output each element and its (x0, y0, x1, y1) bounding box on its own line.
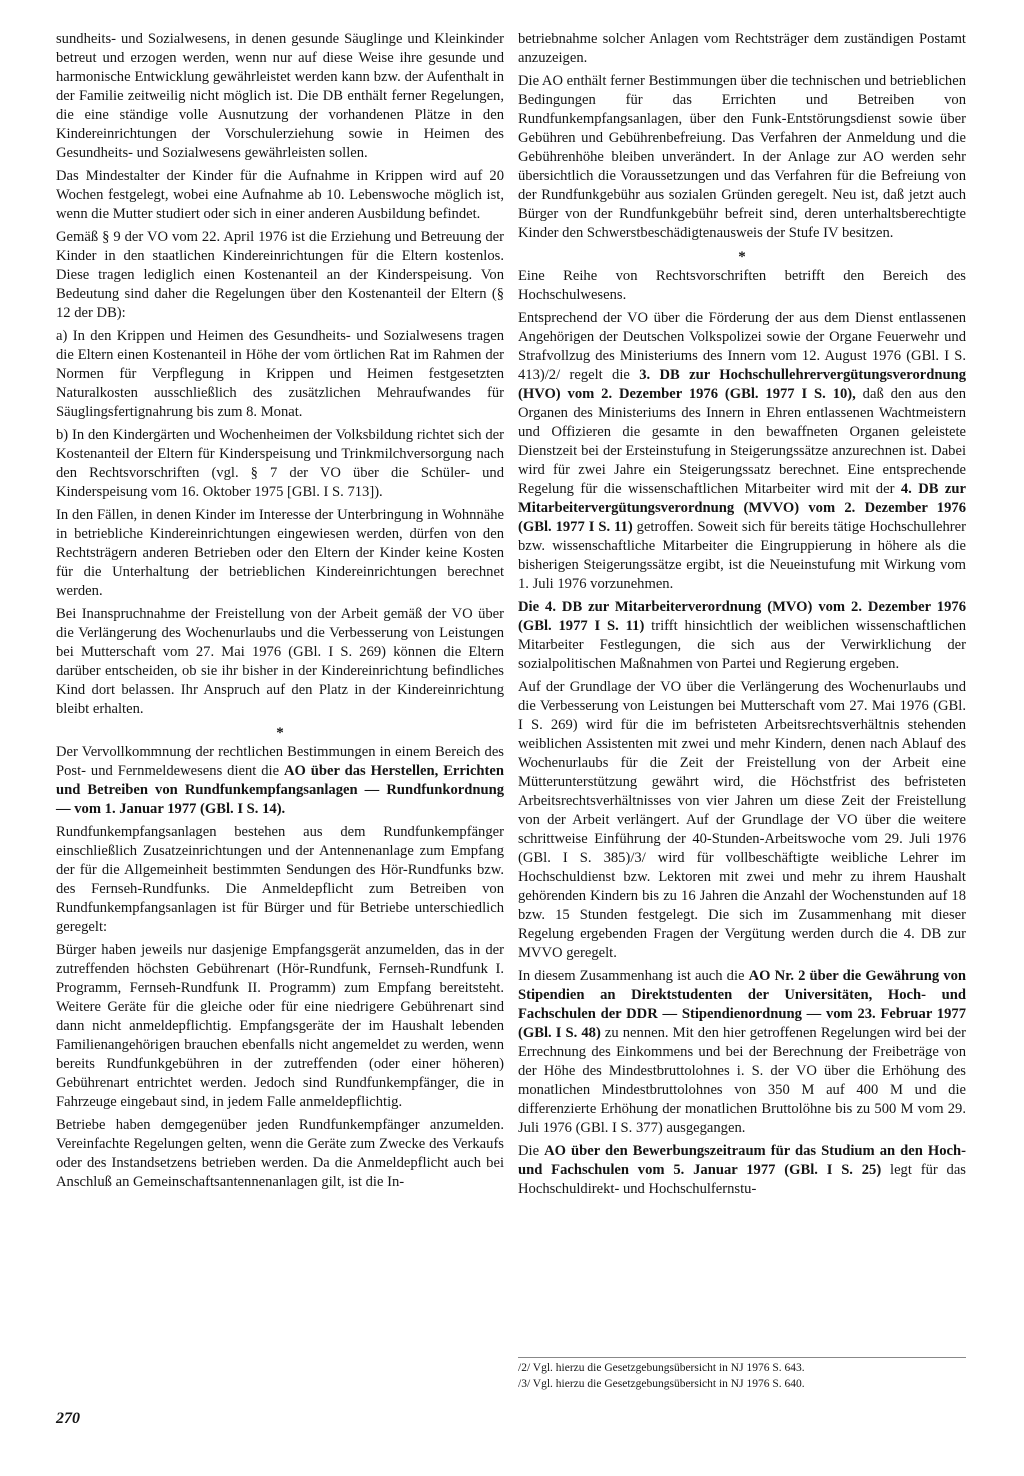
paragraph (518, 309, 966, 594)
paragraph: Bürger haben jeweils nur dasjenige Empfangsgerät anzumelden, das in der zutreffenden höchsten Gebührenart (Hör-Rundfunk, Fernseh-Rundfunk I. Programm, Fernseh-Rundfunk II. Programm) zum Empfang bereitsteht. Weitere Geräte für die gleiche oder für eine niedrigere Gebührenart sind dann nicht anmeldepflichtig. Empfangsgeräte der im Haushalt lebenden Familienangehörigen brauchen ebenfalls nicht angemeldet zu werden, wenn bereits Rundfunkgebühren in der zutreffenden (oder einer höheren) Gebührenart entrichtet werden. Jedoch sind Rundfunkempfänger, die in Fahrzeuge eingebaut sind, in jedem Falle anmeldepflichtig. (56, 942, 504, 1110)
paragraph: Bei Inanspruchnahme der Freistellung von der Arbeit gemäß der VO über die Verlängerung des Wochenurlaubs und die Verbesserung von Leistungen bei Mutterschaft vom 27. Mai 1976 (GBl. I S. 269) können die Eltern darüber entscheiden, ob sie ihr bisher in der Kindereinrichtung befindliches Kind dort belassen. Ihr Anspruch auf den Platz in der Kindereinrichtung bleibt erhalten. (56, 606, 504, 717)
footnote: /2/ Vgl. hierzu die Gesetzgebungsübersicht in NJ 1976 S. 643. (518, 1362, 805, 1374)
text-span: Der Vervollkommnung der rechtlichen Bestimmungen in einem Bereich des Post- und Fernmeldewesens dient die (56, 744, 504, 779)
text-span: getroffen. Soweit sich für bereits tätige Hochschullehrer bzw. wissenschaftliche Mitarbeiter die Eingruppierung in höhere als die bisherigen Steigerungssätze ergibt, ist die Neueinstufung mit Wirkung vom 1. Juli 1976 vorzunehmen. (518, 519, 966, 592)
regulation-title: 4. DB zur Mitarbeitervergütungsverordnung (MVVO) vom 2. Dezember 1976 (GBl. 1977 I S. 11) (518, 481, 966, 535)
paragraph: a) In den Krippen und Heimen des Gesundheits- und Sozialwesens tragen die Eltern einen Kostenanteil in Höhe der vom örtlichen Rat im Rahmen der Normen für Verpflegung in Krippen und Heimen festgesetzten Naturalkosten ausschließlich des zusätzlichen Mehraufwandes für Säuglingsfertignahrung bis zum 8. Monat. (56, 328, 504, 420)
left-column (56, 30, 504, 1196)
paragraph: Die AO enthält ferner Bestimmungen über die technischen und betrieblichen Bedingungen für das Errichten und Betreiben von Rundfunkempfangsanlagen, über den Funk-Entstörungsdienst sowie über Gebühren und Gebührenbefreiung. Das Verfahren der Anmeldung und die Gebührenhöhe bleiben unverändert. In der Anlage zur AO werden sehr übersichtlich die Voraussetzungen und das Verfahren für die Befreiung von der Rundfunkgebühr aus sozialen Gründen geregelt. Neu ist, daß jetzt auch Bürger von der Rundfunkgebühr befreit sind, deren unterhaltsberechtigte Kinder den Schwerstbeschädigtenausweis der Stufe IV besitzen. (518, 73, 966, 241)
paragraph: Eine Reihe von Rechtsvorschriften betrifft den Bereich des Hochschulwesens. (518, 268, 966, 303)
paragraph (518, 598, 966, 674)
paragraph: Rundfunkempfangsanlagen bestehen aus dem Rundfunkempfänger einschließlich Zusatzeinrichtungen und der Antennenanlage zum Empfang der für die Allgemeinheit bestimmten Sendungen des Hör-Rundfunks bzw. des Fernseh-Rundfunks. Die Anmeldepflicht zum Betreiben von Rundfunkempfangsanlagen ist für Bürger und für Betriebe unterschiedlich geregelt: (56, 824, 504, 935)
paragraph (518, 1142, 966, 1199)
paragraph: b) In den Kindergärten und Wochenheimen der Volksbildung richtet sich der Kostenanteil der Eltern für Kinderspeisung und Trinkmilchversorgung nach den Rechtsvorschriften (vgl. § 7 der VO über die Schüler- und Kinderspeisung vom 16. Oktober 1975 [GBl. I S. 713]). (56, 427, 504, 500)
paragraph: Betriebe haben demgegenüber jeden Rundfunkempfänger anzumelden. Vereinfachte Regelungen gelten, wenn die Geräte zum Zwecke des Verkaufs oder des Instandsetzens betrieben werden. Da die Anmeldepflicht auch bei Anschluß an Gemeinschaftsantennenanlagen gilt, ist die In- (56, 1117, 504, 1190)
text-span: daß den aus den Organen des Ministeriums des Innern in Ehren entlassenen Wachtmeistern und Offizieren die gesamte in den bewaffneten Organen geleistete Dienstzeit bei der Ersteinstufung in Steigerungssätze anzurechnen ist. Dabei wird für zwei Jahre ein Steigerungssatz berechnet. Eine entsprechende Regelung für die wissenschaftlichen Mitarbeiter wird mit der (518, 386, 966, 497)
text-span: trifft hinsichtlich der weiblichen wissenschaftlichen Mitarbeiter Festlegungen, die sich aus der Verwirklichung der sozialpolitischen Maßnahmen von Partei und Regierung ergeben. (518, 618, 966, 672)
text-span: Die (518, 1143, 545, 1159)
page-number: 270 (56, 1410, 80, 1427)
regulation-title: AO über den Bewerbungszeitraum für das Studium an den Hoch- und Fachschulen vom 5. Januar 1977 (GBl. I S. 25) (518, 1143, 966, 1178)
text-span: In diesem Zusammenhang ist auch die (518, 968, 749, 984)
regulation-title: 3. DB zur Hochschullehrervergütungsverordnung (HVO) vom 2. Dezember 1976 (GBl. 1977 I S. 10), (518, 367, 967, 402)
right-column (518, 30, 966, 1203)
footnotes (518, 1357, 966, 1392)
paragraph: Gemäß § 9 der VO vom 22. April 1976 ist die Erziehung und Betreuung der Kinder in den staatlichen Kindereinrichtungen für die Eltern kostenlos. Diese tragen lediglich einen Kostenanteil an der Kinderspeisung. Von Bedeutung sind daher die Regelungen über den Kostenanteil der Eltern (§ 12 der DB): (56, 229, 504, 321)
regulation-title: Die 4. DB zur Mitarbeiterverordnung (MVO) vom 2. Dezember 1976 (GBl. 1977 I S. 11) (518, 599, 966, 634)
paragraph (56, 743, 504, 819)
paragraph: sundheits- und Sozialwesens, in denen gesunde Säuglinge und Kleinkinder betreut und erzogen werden, wenn nur auf diese Weise ihre gesunde und harmonische Entwicklung gewährleistet werden kann bzw. der Aufenthalt in der Familie zeitweilig nicht möglich ist. Die DB enthält ferner Regelungen, die eine ständige volle Ausnutzung der vorhandenen Plätze in den Kindereinrichtungen der Vorschulerziehung sowie in Heimen des Gesundheits- und Sozialwesens gewährleisten sollen. (56, 31, 504, 161)
footnote: /3/ Vgl. hierzu die Gesetzgebungsübersicht in NJ 1976 S. 640. (518, 1378, 805, 1390)
paragraph: betriebnahme solcher Anlagen vom Rechtsträger dem zuständigen Postamt anzuzeigen. (518, 31, 966, 66)
text-span: zu nennen. Mit den hier getroffenen Regelungen wird bei der Errechnung des Einkommens und bei der Berechnung der Freibeträge von der Höhe des Mindestbruttolohnes i. S. der VO über die Erhöhung des monatlichen Mindestbruttolohnes von 350 M auf 400 M und die differenzierte Erhöhung der monatlichen Bruttolöhne bis zu 500 M vom 29. Juli 1976 (GBl. I S. 377) ausgegangen. (518, 1025, 966, 1136)
paragraph (518, 967, 966, 1138)
section-separator: * (276, 725, 284, 741)
section-separator: * (738, 249, 746, 265)
regulation-title: AO Nr. 2 über die Gewährung von Stipendien an Direktstudenten der Universitäten, Hoch- und Fachschulen der DDR — Stipendienordnung — vom 23. Februar 1977 (GBl. I S. 48) (518, 968, 966, 1041)
paragraph: In den Fällen, in denen Kinder im Interesse der Unterbringung in Wohnnähe in betriebliche Kindereinrichtungen eingewiesen werden, dürfen von den Rechtsträgern anderen Betrieben oder den Eltern der Kinder keine Kosten für die Unterhaltung der betrieblichen Kindereinrichtungen berechnet werden. (56, 507, 504, 599)
regulation-title: AO über das Herstellen, Errichten und Betreiben von Rundfunkempfangsanlagen — Rundfunkordnung — vom 1. Januar 1977 (GBl. I S. 14). (56, 763, 504, 817)
text-span: Entsprechend der VO über die Förderung der aus dem Dienst entlassenen Angehörigen der Deutschen Volkspolizei sowie der Organe Feuerwehr und Strafvollzug des Ministeriums des Innern vom 12. August 1976 (GBl. I S. 413)/2/ regelt die (518, 310, 966, 383)
paragraph: Auf der Grundlage der VO über die Verlängerung des Wochenurlaubs und die Verbesserung von Leistungen bei Mutterschaft vom 27. Mai 1976 (GBl. I S. 269) wird für die im befristeten Arbeitsrechtsverhältnis stehenden weiblichen Assistenten mit zwei und mehr Kindern, denen nach Ablauf des Wochenurlaubs für die Zeit der Freistellung von der Arbeit eine Mütterunterstützung gewährt wird, die Höchstfrist des befristeten Arbeitsrechtsverhältnisses von vier Jahren um diese Zeit der Freistellung von der Arbeit verlängert. Auf der Grundlage der VO über die weitere schrittweise Einführung der 40-Stunden-Arbeitswoche vom 29. Juli 1976 (GBl. I S. 385)/3/ wird für vollbeschäftigte weibliche Lehrer im Hochschuldienst bzw. Lektoren mit zwei und mehr zu ihrem Haushalt gehörenden Kindern bis zu 16 Jahren die Anzahl der Wochenstunden auf 18 bzw. 15 Stunden festgelegt. Die sich im Zusammenhang mit dieser Regelung ergebenden Fragen der Vergütung werden durch die 4. DB zur MVVO geregelt. (518, 679, 966, 961)
text-span: legt für das Hochschuldirekt- und Hochschulfernstu- (518, 1162, 966, 1197)
paragraph: Das Mindestalter der Kinder für die Aufnahme in Krippen wird auf 20 Wochen festgelegt, wobei eine Aufnahme ab 10. Lebenswoche möglich ist, wenn die Mutter studiert oder sich in einer anderen Ausbildung befindet. (56, 168, 504, 222)
